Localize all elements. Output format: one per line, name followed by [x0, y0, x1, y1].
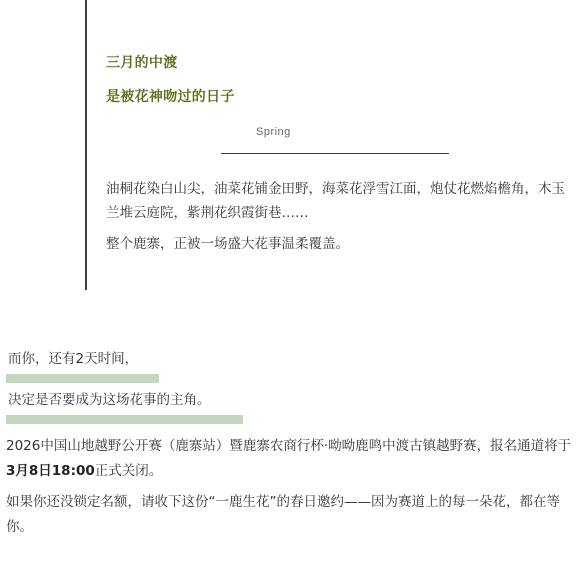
highlight-bar — [6, 374, 159, 383]
flowers-paragraph: 油桐花染白山尖，油菜花铺金田野，海菜花浮雪江面，炮仗花燃焰檐角，木玉兰堆云庭院，紫荆花织霞街巷…… — [106, 181, 565, 221]
time-remaining-line: 而你，还有2天时间， — [8, 351, 139, 367]
highlight-bar — [6, 415, 243, 424]
quote-vertical-line — [85, 0, 87, 290]
registration-deadline: 3月8日18:00 — [6, 463, 95, 479]
horizontal-divider — [221, 153, 449, 154]
decision-line: 决定是否要成为这场花事的主角。 — [8, 392, 211, 408]
invitation-paragraph: 如果你还没锁定名额，请收下这份“一鹿生花”的春日邀约——因为赛道上的每一朵花，都在等你。 — [6, 494, 560, 535]
section-subheading: 是被花神吻过的日子 — [106, 89, 235, 105]
spring-label: Spring — [256, 126, 291, 138]
luzhai-paragraph: 整个鹿寨，正被一场盛大花事温柔覆盖。 — [106, 236, 349, 252]
registration-closing-text: 正式关闭。 — [94, 463, 163, 479]
registration-text: 2026中国山地越野公开赛（鹿寨站）暨鹿寨农商行杯·呦呦鹿鸣中渡古镇越野赛，报名通道将于 — [6, 438, 572, 454]
section-heading-march: 三月的中渡 — [106, 55, 178, 71]
registration-paragraph — [6, 434, 576, 484]
